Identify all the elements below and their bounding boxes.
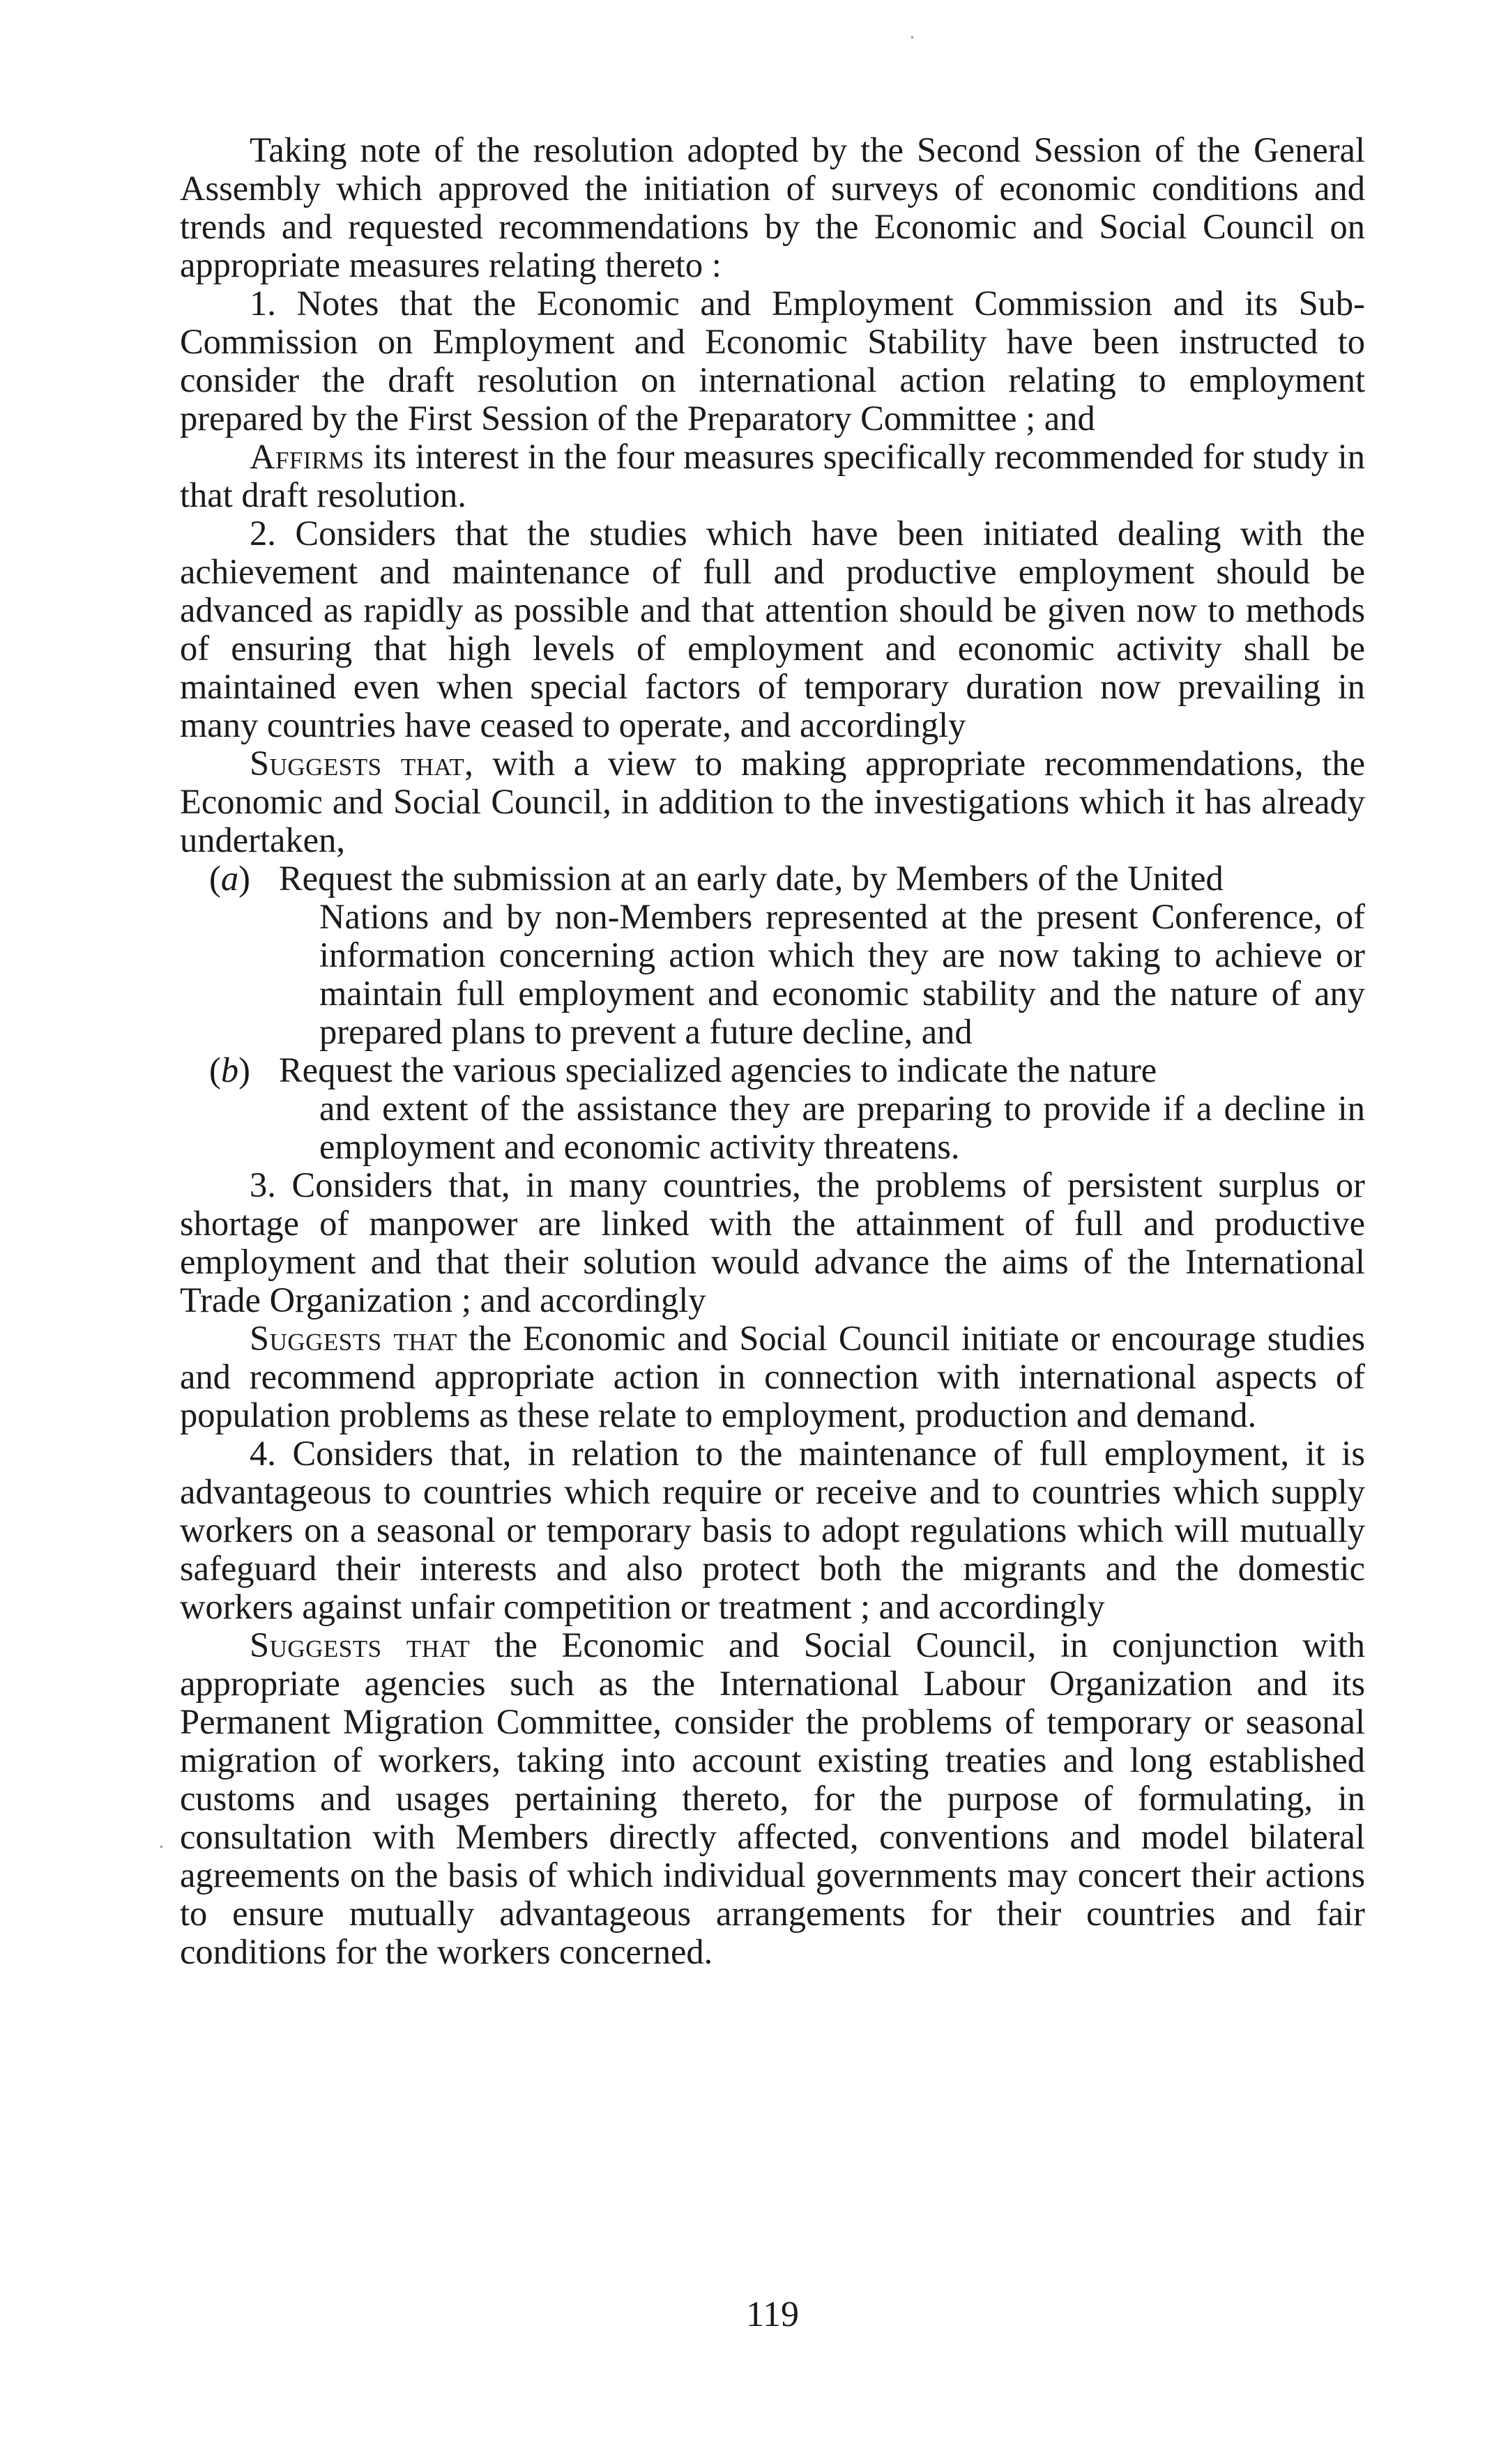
suggests-keyword: Suggests that, bbox=[250, 744, 474, 783]
page-number: 119 bbox=[745, 2295, 800, 2334]
affirms-keyword: Affirms bbox=[250, 437, 365, 476]
scan-speck bbox=[911, 36, 913, 38]
section-1-text: Notes that the Economic and Employment Commission and its Sub-Commission on Employment and Economic Stability have been instructed to consider the draft resolution on international action relating to employment prepared by the First Session of the Preparatory Committee ; and bbox=[180, 284, 1365, 438]
list-item-b bbox=[209, 1051, 1365, 1166]
section-3-paragraph bbox=[180, 1166, 1365, 1319]
section-3-number: 3. bbox=[250, 1165, 276, 1204]
list-item-body bbox=[279, 859, 1365, 1051]
scan-speck bbox=[160, 1846, 162, 1848]
section-1-number: 1. bbox=[250, 284, 276, 323]
section-2-suggests-paragraph bbox=[180, 744, 1365, 859]
section-4-paragraph bbox=[180, 1434, 1365, 1626]
section-3-text: Considers that, in many countries, the problems of persistent surplus or shortage of manpower are linked with the attainment of full and productive employment and that their solution would advance the aims of the International Trade Organization ; and accordingly bbox=[180, 1165, 1366, 1319]
list-item-continuation: Nations and by non-Members represented at the present Conference, of information concerning action which they are now taking to achieve or maintain full employment and economic stability and the nature of any prepared plans to prevent a future decline, and bbox=[319, 897, 1365, 1051]
affirms-text: its interest in the four measures specifically recommended for study in that draft resolution. bbox=[180, 437, 1366, 514]
section-1-paragraph bbox=[180, 284, 1365, 438]
section-1-affirms-paragraph bbox=[180, 438, 1365, 514]
preamble-paragraph bbox=[180, 131, 1365, 284]
section-2-number: 2. bbox=[250, 514, 276, 553]
preamble-text: Taking note of the resolution adopted by the Second Session of the General Assembly which approved the initiation of surveys of economic conditions and trends and requested recommendations by the Economic and Social Council on appropriate measures relating thereto : bbox=[180, 130, 1365, 284]
list-item-first-line: Request the submission at an early date, by Members of the United bbox=[279, 859, 1224, 898]
suggests-text: with a view to making appropriate recommendations, the Economic and Social Council, in addition to the investigations which it has already undertaken, bbox=[180, 744, 1365, 859]
suggests-text: the Economic and Social Council initiate or encourage studies and recommend appropriate action in connection with international aspects of population problems as these relate to employment, production and demand. bbox=[180, 1319, 1365, 1434]
list-item-letter: a bbox=[220, 859, 239, 898]
list-item-first-line: Request the various specialized agencies to indicate the nature bbox=[279, 1050, 1157, 1089]
list-item-letter: b bbox=[220, 1050, 239, 1089]
list-item-continuation: and extent of the assistance they are preparing to provide if a decline in employment and economic activity threatens. bbox=[319, 1089, 1365, 1166]
section-2-paragraph bbox=[180, 514, 1365, 744]
document-body bbox=[180, 131, 1365, 1971]
suggests-keyword: Suggests that bbox=[250, 1319, 457, 1358]
section-4-text: Considers that, in relation to the maintenance of full employment, it is advantageous to countries which require or receive and to countries which supply workers on a seasonal or temporary basis to adopt regulations which will mutually safeguard their interests and also protect both the migrants and the domestic workers against unfair competition or treatment ; and accordingly bbox=[180, 1434, 1365, 1626]
section-4-suggests-paragraph bbox=[180, 1626, 1365, 1971]
suggests-keyword: Suggests that bbox=[250, 1625, 471, 1665]
list-item-label: (b) bbox=[209, 1050, 250, 1089]
list-item-label: (a) bbox=[209, 859, 250, 898]
document-page bbox=[180, 131, 1365, 2431]
list-item-body bbox=[279, 1051, 1365, 1166]
section-3-suggests-paragraph bbox=[180, 1319, 1365, 1434]
section-4-number: 4. bbox=[250, 1434, 276, 1473]
suggests-text: the Economic and Social Council, in conjunction with appropriate agencies such as the International Labour Organization and its Permanent Migration Committee, consider the problems of temporary or seasonal migration of workers, taking into account existing treaties and long established customs and usages pertaining thereto, for the purpose of formulating, in consultation with Members directly affected, conventions and model bilateral agreements on the basis of which individual governments may concert their actions to ensure mutually advantageous arrangements for their countries and fair conditions for the workers concerned. bbox=[180, 1625, 1365, 1971]
list-item-a bbox=[209, 859, 1365, 1051]
section-2-text: Considers that the studies which have been initiated dealing with the achievement and maintenance of full and productive employment should be advanced as rapidly as possible and that attention should be given now to methods of ensuring that high levels of employment and economic activity shall be maintained even when special factors of temporary duration now prevailing in many countries have ceased to operate, and accordingly bbox=[180, 514, 1366, 744]
